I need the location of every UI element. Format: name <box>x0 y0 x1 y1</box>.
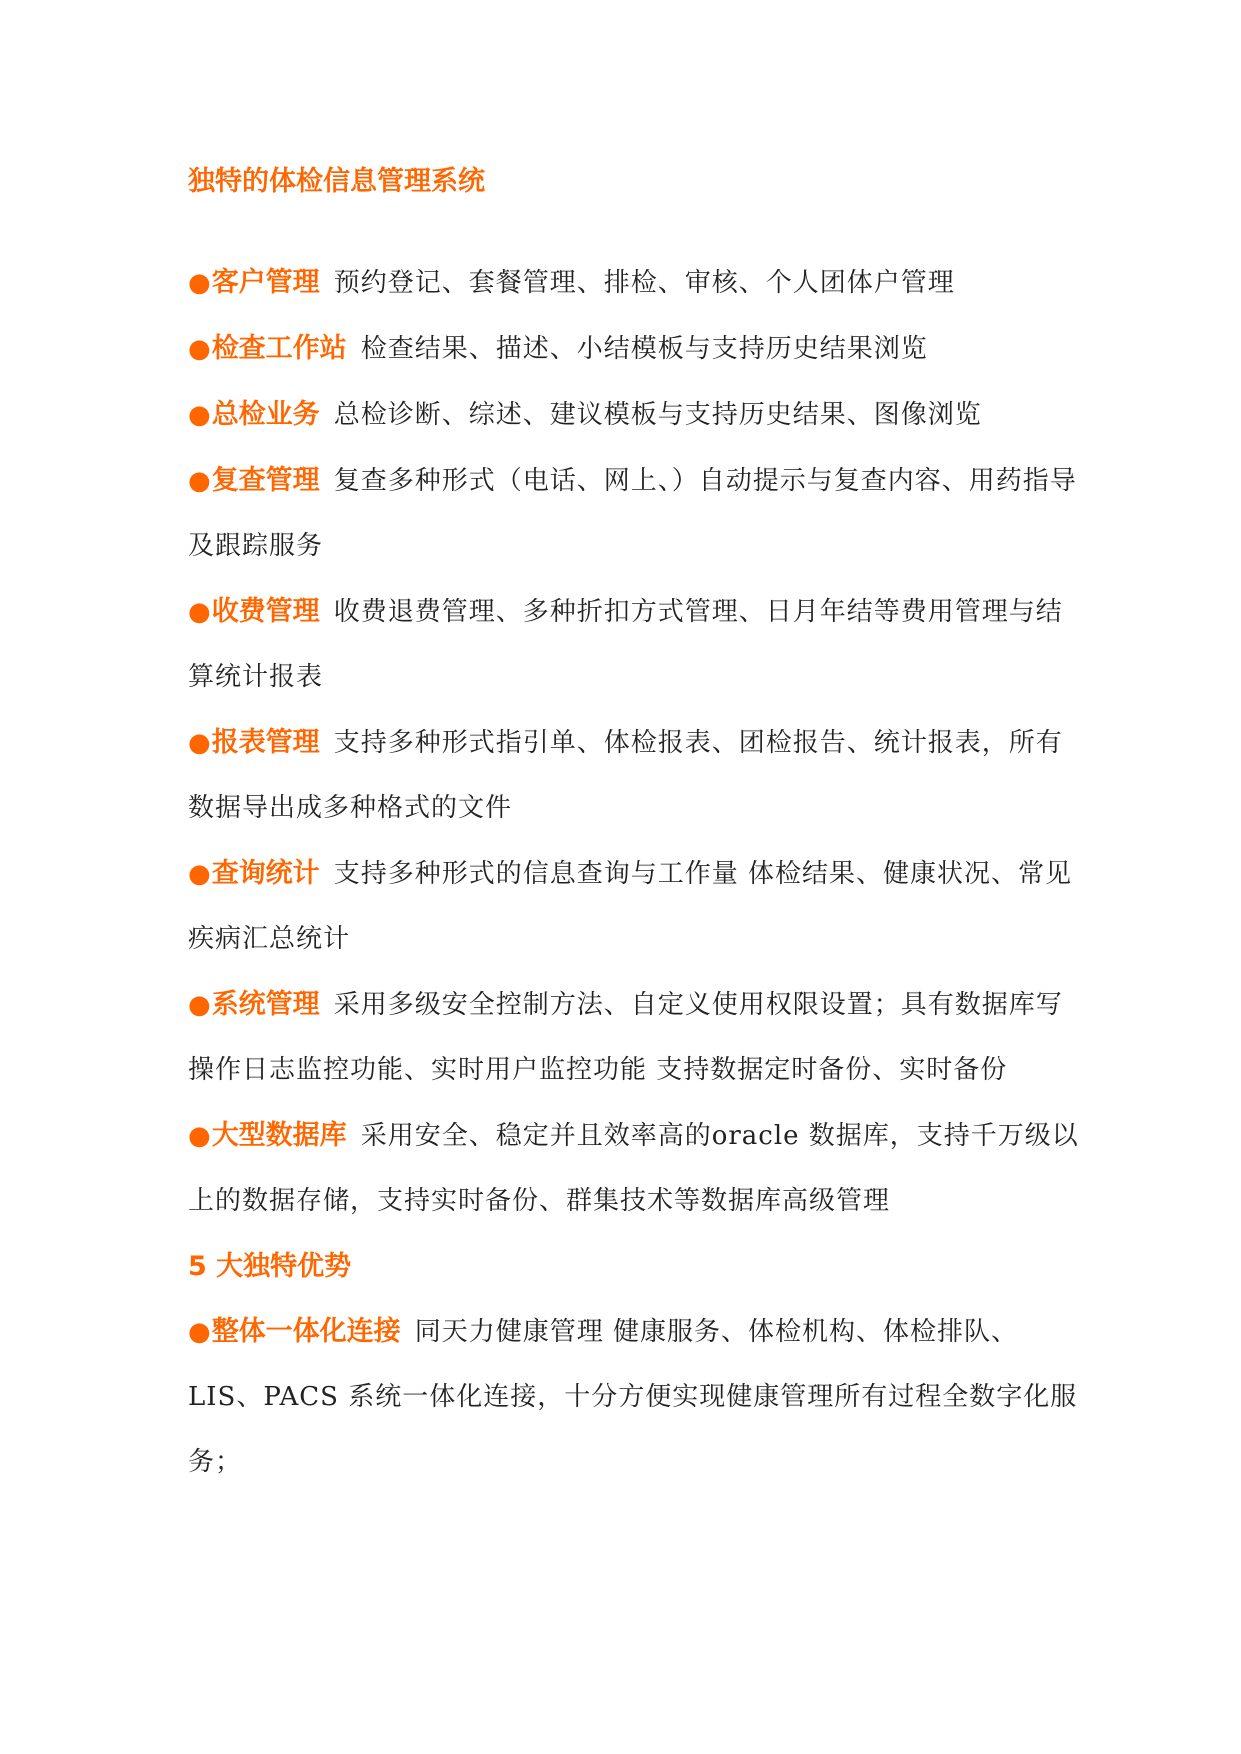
advantage-label: 整体一体化连接 <box>211 1316 401 1347</box>
feature-general-exam <box>188 382 1088 448</box>
bullet-icon: ● <box>188 334 212 364</box>
feature-label: 大型数据库 <box>211 1120 347 1151</box>
bullet-icon: ● <box>188 597 212 627</box>
feature-label: 客户管理 <box>211 267 320 298</box>
feature-text: 支持多种形式的信息查询与工作量 体检结果、健康状况、常见疾病汇总统计 <box>188 859 1072 954</box>
bullet-icon: ● <box>188 990 212 1020</box>
feature-text: 采用多级安全控制方法、自定义使用权限设置；具有数据库写操作日志监控功能、实时用户监控功能 支持数据定时备份、实时备份 <box>188 990 1063 1085</box>
feature-text: 检查结果、描述、小结模板与支持历史结果浏览 <box>360 334 928 364</box>
feature-text: 复查多种形式（电话、网上、）自动提示与复查内容、用药指导及跟踪服务 <box>188 466 1077 561</box>
bullet-icon: ● <box>188 1317 212 1347</box>
feature-customer-management <box>188 250 1088 316</box>
feature-text: 支持多种形式指引单、体检报表、团检报告、统计报表，所有数据导出成多种格式的文件 <box>188 728 1063 823</box>
feature-report-management <box>188 710 1088 841</box>
feature-label: 总检业务 <box>211 399 320 430</box>
bullet-icon: ● <box>188 859 212 889</box>
bullet-icon: ● <box>188 268 212 298</box>
feature-billing-management <box>188 579 1088 710</box>
feature-label: 复查管理 <box>211 465 320 496</box>
bullet-icon: ● <box>188 1121 212 1151</box>
section-title: 5 大独特优势 <box>188 1251 352 1282</box>
feature-system-management <box>188 972 1088 1103</box>
feature-large-database <box>188 1103 1088 1234</box>
feature-label: 检查工作站 <box>211 333 347 364</box>
feature-query-statistics <box>188 841 1088 972</box>
bullet-icon: ● <box>188 728 212 758</box>
document-title: 独特的体检信息管理系统 <box>188 166 485 197</box>
bullet-icon: ● <box>188 400 212 430</box>
bullet-icon: ● <box>188 466 212 496</box>
feature-label: 报表管理 <box>211 727 320 758</box>
feature-text: 收费退费管理、多种折扣方式管理、日月年结等费用管理与结算统计报表 <box>188 597 1063 692</box>
advantage-integration <box>188 1299 1088 1495</box>
feature-text: 采用安全、稳定并且效率高的oracle 数据库，支持千万级以上的数据存储，支持实时备份、群集技术等数据库高级管理 <box>188 1121 1079 1216</box>
feature-exam-workstation <box>188 316 1088 382</box>
feature-label: 系统管理 <box>211 989 320 1020</box>
advantage-text: 同天力健康管理 健康服务、体检机构、体检排队、LIS、PACS 系统一体化连接，十分方便实现健康管理所有过程全数字化服务； <box>188 1317 1078 1477</box>
feature-text: 预约登记、套餐管理、排检、审核、个人团体户管理 <box>333 268 955 298</box>
feature-label: 收费管理 <box>211 596 320 627</box>
feature-recheck-management <box>188 448 1088 579</box>
feature-text: 总检诊断、综述、建议模板与支持历史结果、图像浏览 <box>333 400 982 430</box>
feature-label: 查询统计 <box>211 858 320 889</box>
document-page <box>188 158 1088 1495</box>
